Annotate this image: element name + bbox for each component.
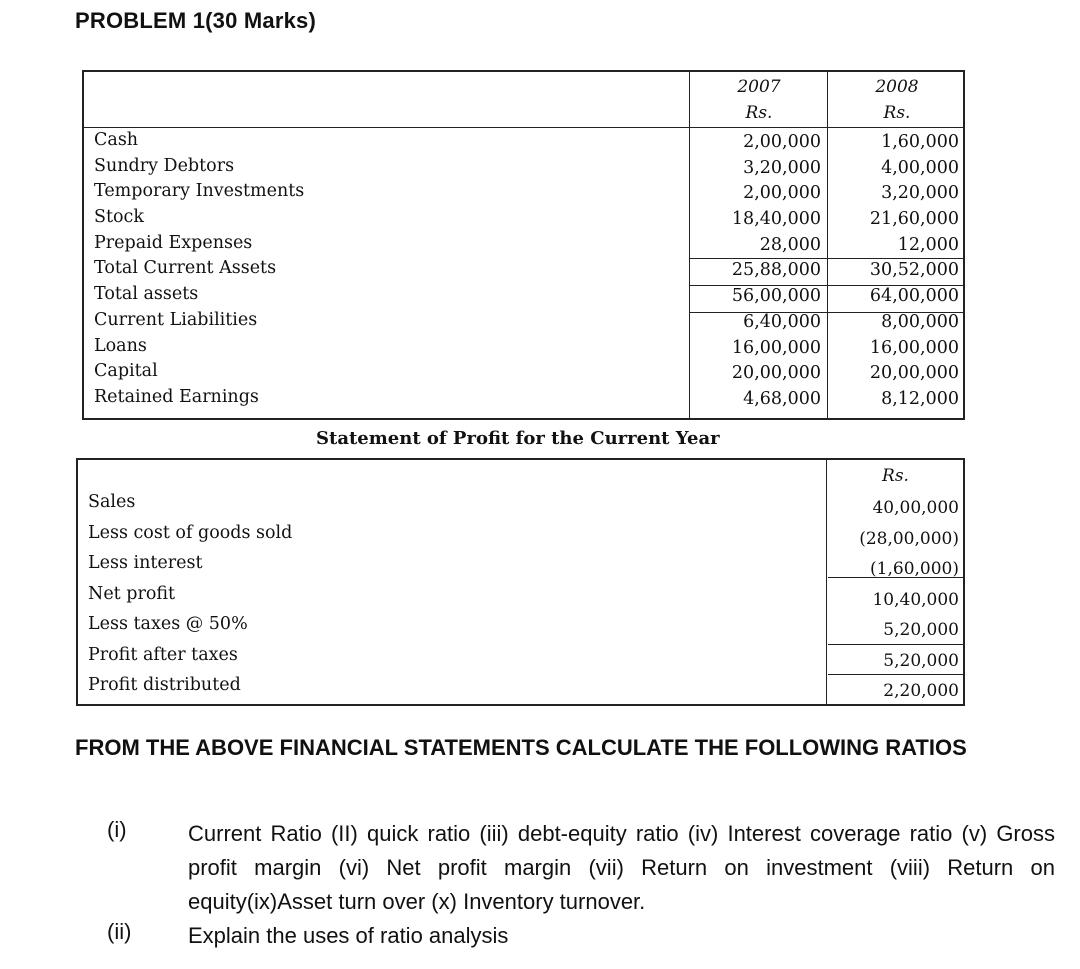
row-label: Capital: [94, 361, 158, 382]
unit-label: Rs.: [745, 103, 773, 123]
value-cell: 2,20,000: [883, 681, 959, 701]
item-text: Current Ratio (II) quick ratio (iii) debt-equity ratio (iv) Interest coverage ratio (v) Gross profit margin (vi) Net profit margin (vii) Return on investment (viii) Return on equity(ix)Asset turn over (x) Inventory turnover.: [188, 821, 1055, 914]
value-cell: 5,20,000: [883, 650, 959, 671]
row-label: Current Liabilities: [94, 309, 258, 330]
value-cell: 56,00,000: [731, 286, 821, 307]
value-cell: 12,000: [897, 234, 959, 255]
value-cell: 16,00,000: [731, 337, 821, 358]
column-divider: [827, 72, 828, 418]
subtotal-line: [689, 258, 965, 259]
row-label: Total Current Assets: [94, 258, 277, 279]
value-cell: 18,40,000: [731, 209, 821, 230]
values-2008: [829, 130, 965, 413]
value-cell: 3,20,000: [743, 157, 821, 178]
row-label: Profit after taxes: [88, 644, 238, 665]
row-label: Sales: [88, 492, 136, 512]
row-label: Loans: [94, 335, 147, 356]
value-cell: 28,000: [759, 234, 821, 255]
balance-sheet-table: [82, 70, 965, 420]
year-2007-header: [691, 74, 827, 126]
value-cell: 8,12,000: [881, 388, 959, 409]
value-cell: 30,52,000: [869, 260, 959, 281]
unit-label: Rs.: [882, 466, 909, 486]
profit-statement-title: Statement of Profit for the Current Year: [316, 428, 720, 449]
value-cell: 20,00,000: [731, 363, 821, 384]
value-cell: 4,00,000: [881, 157, 959, 178]
value-cell: 10,40,000: [872, 589, 959, 610]
item-number: (ii): [107, 919, 132, 944]
profit-statement-labels: [88, 487, 292, 701]
subtotal-line: [689, 312, 965, 313]
value-cell: 2,00,000: [743, 183, 821, 204]
value-cell: 20,00,000: [869, 363, 959, 384]
row-label: Prepaid Expenses: [94, 232, 253, 253]
subtotal-line: [689, 285, 965, 286]
row-label: Less taxes @ 50%: [88, 614, 248, 634]
value-cell: 5,20,000: [883, 620, 959, 640]
instructions-text: FROM THE ABOVE FINANCIAL STATEMENTS CALCULATE THE FOLLOWING RATIOS: [75, 735, 967, 760]
value-cell: 2,00,000: [743, 132, 821, 152]
value-cell: 40,00,000: [872, 498, 959, 518]
value-cell: 64,00,000: [869, 286, 959, 307]
value-cell: 16,00,000: [869, 337, 959, 358]
subtotal-line: [828, 644, 965, 645]
problem-heading: PROBLEM 1(30 Marks): [75, 8, 316, 33]
balance-sheet-labels: [94, 128, 304, 411]
value-cell: 6,40,000: [743, 311, 821, 332]
subtotal-line: [828, 577, 965, 578]
row-label: Total assets: [94, 284, 199, 305]
list-item: [75, 817, 1055, 919]
value-cell: 3,20,000: [881, 183, 959, 204]
value-cell: 8,00,000: [881, 311, 959, 332]
value-cell: 25,88,000: [731, 260, 821, 281]
subtotal-line: [828, 674, 965, 675]
row-label: Net profit: [88, 583, 176, 604]
value-cell: (1,60,000): [870, 559, 959, 579]
year-label: 2007: [737, 77, 781, 97]
year-2008-header: [829, 74, 965, 126]
value-cell: 21,60,000: [869, 209, 959, 230]
item-text: Explain the uses of ratio analysis: [188, 923, 509, 948]
row-label: Profit distributed: [88, 675, 241, 695]
header-divider: [84, 127, 963, 128]
values-2007: [691, 130, 827, 413]
row-label: Retained Earnings: [94, 386, 259, 407]
list-item: [75, 919, 1055, 953]
column-divider: [689, 72, 690, 418]
value-cell: 1,60,000: [881, 132, 959, 152]
row-label: Less interest: [88, 553, 203, 573]
unit-label: Rs.: [883, 103, 911, 123]
value-cell: (28,00,000): [859, 528, 959, 549]
year-label: 2008: [875, 77, 919, 97]
question-list: [75, 817, 1055, 953]
row-label: Cash: [94, 130, 139, 150]
row-label: Less cost of goods sold: [88, 522, 293, 543]
row-label: Sundry Debtors: [94, 155, 235, 176]
item-number: (i): [107, 817, 127, 842]
value-cell: 4,68,000: [743, 388, 821, 409]
row-label: Stock: [94, 207, 144, 228]
profit-statement-table: [76, 458, 965, 706]
column-divider: [826, 460, 827, 704]
row-label: Temporary Investments: [94, 181, 305, 202]
